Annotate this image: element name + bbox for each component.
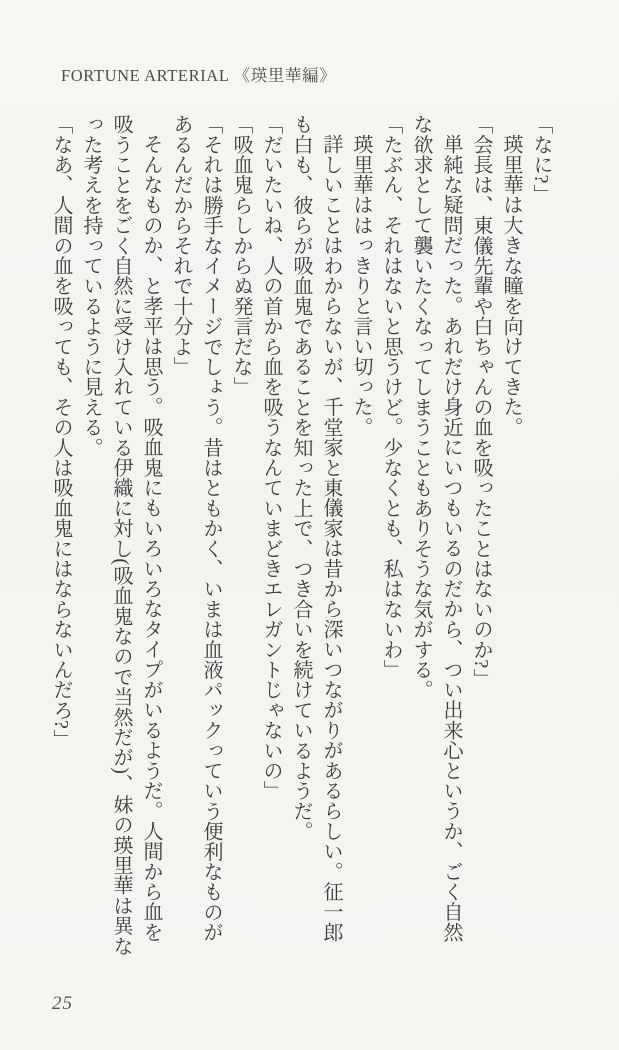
paragraph: 「それは勝手なイメージでしょう。昔はともかく、いまは血液パックっていう便利なものがあるんだからそれで十分よ」	[170, 114, 222, 943]
paragraph: 「たぶん、それはないと思うけど。少なくとも、私はないわ」	[380, 114, 402, 680]
running-header: FORTUNE ARTERIAL 《瑛里華編》	[61, 66, 337, 85]
novel-text-block	[46, 114, 556, 959]
paragraph: 「会長は、東儀先輩や白ちゃんの血を吸ったことはないのか?」	[470, 114, 492, 689]
paragraph: 「なに?」	[530, 114, 552, 204]
paragraph: 瑛里華は大きな瞳を向けてきた。	[500, 134, 522, 437]
paragraph: 単純な疑問だった。あれだけ身近にいつもいるのだから、つい出来心というか、ごく自然な欲求として襲いたくなってしまうこともありそうな気がする。	[410, 114, 462, 942]
paragraph: 瑛里華ははっきりと言い切った。	[350, 134, 372, 437]
paragraph: 「吸血鬼らしからぬ発言だな」	[230, 114, 252, 397]
page-number: 25	[52, 993, 73, 1014]
paragraph: 「なあ、人間の血を吸っても、その人は吸血鬼にはならないんだろ?」	[50, 114, 72, 750]
paragraph: 「だいたいね、人の首から血を吸うなんていまどきエレガントじゃないの」	[260, 114, 282, 801]
paragraph: そんなものか、と孝平は思う。吸血鬼にもいろいろなタイプがいるようだ。人間から血を吸うことをごく自然に受け入れている伊織に対し(吸血鬼なので当然だが)、妹の瑛里華は異なった考えを持っているように見える。	[80, 114, 162, 956]
paragraph: 詳しいことはわからないが、千堂家と東儀家は昔から深いつながりがあるらしい。征一郎も白も、彼らが吸血鬼であることを知った上で、つき合いを続けているようだ。	[290, 114, 342, 942]
